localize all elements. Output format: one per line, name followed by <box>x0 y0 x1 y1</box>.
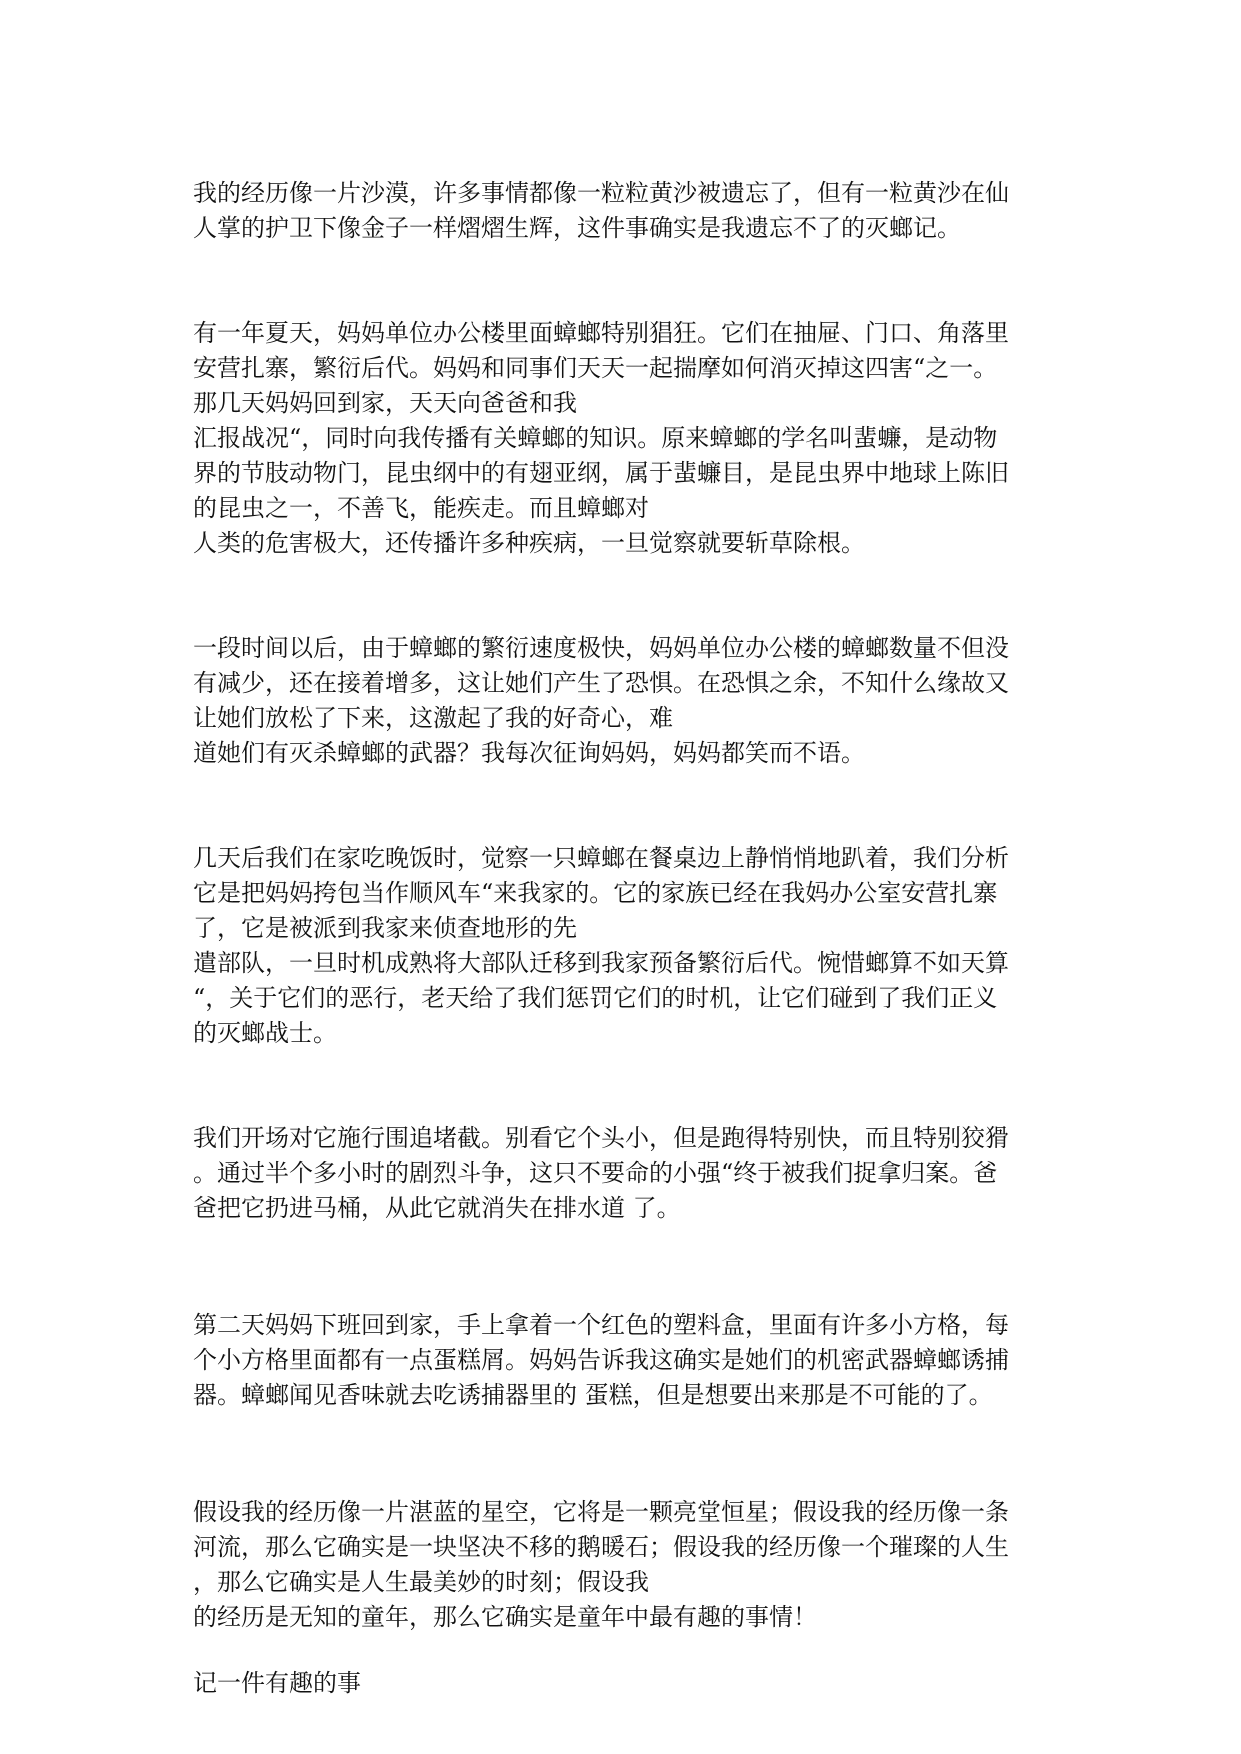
text-line: 河流，那么它确实是一块坚决不移的鹅暖石；假设我的经历像一个璀璨的人生 <box>193 1533 1009 1561</box>
text-line: 一段时间以后，由于蟑螂的繁衍速度极快，妈妈单位办公楼的蟑螂数量不但没 <box>193 634 1009 662</box>
text-line: 爸把它扔进马桶，从此它就消失在排水道 了。 <box>193 1194 681 1222</box>
text-line: 让她们放松了下来，这激起了我的好奇心，难 <box>193 704 673 732</box>
text-line: 安营扎寨，繁衍后代。妈妈和同事们天天一起揣摩如何消灭掉这四害“之一。 <box>193 354 998 382</box>
text-line: 道她们有灭杀蟑螂的武器？我每次征询妈妈，妈妈都笑而不语。 <box>193 739 865 767</box>
text-line: 界的节肢动物门，昆虫纲中的有翅亚纲，属于蜚蠊目，是昆虫界中地球上陈旧 <box>193 459 1009 487</box>
text-line: 假设我的经历像一片湛蓝的星空，它将是一颗亮堂恒星；假设我的经历像一条 <box>193 1498 1009 1526</box>
paragraph-5 <box>193 1121 1063 1226</box>
text-line: 个小方格里面都有一点蛋糕屑。妈妈告诉我这确实是她们的机密武器蟑螂诱捕 <box>193 1346 1009 1374</box>
text-line: 我的经历像一片沙漠，许多事情都像一粒粒黄沙被遗忘了，但有一粒黄沙在仙 <box>193 179 1009 207</box>
paragraph-1 <box>193 176 1063 246</box>
paragraph-7 <box>193 1495 1063 1635</box>
text-line: 的灭螂战士。 <box>193 1019 337 1047</box>
text-line: 遣部队，一旦时机成熟将大部队迁移到我家预备繁衍后代。惋惜螂算不如天算 <box>193 949 1009 977</box>
text-line: 我们开场对它施行围追堵截。别看它个头小，但是跑得特别快，而且特别狡猾 <box>193 1124 1009 1152</box>
document-body <box>193 176 1063 1701</box>
paragraph-4 <box>193 841 1063 1051</box>
text-line: 的昆虫之一，不善飞，能疾走。而且蟑螂对 <box>193 494 649 522</box>
text-line: 有减少，还在接着增多，这让她们产生了恐惧。在恐惧之余，不知什么缘故又 <box>193 669 1009 697</box>
text-line: 的经历是无知的童年，那么它确实是童年中最有趣的事情！ <box>193 1603 817 1631</box>
paragraph-2 <box>193 316 1063 561</box>
text-line: 。通过半个多小时的剧烈斗争，这只不要命的小强“终于被我们捉拿归案。爸 <box>193 1159 998 1187</box>
text-line: 了，它是被派到我家来侦查地形的先 <box>193 914 577 942</box>
paragraph-6 <box>193 1308 1063 1413</box>
text-line: 第二天妈妈下班回到家，手上拿着一个红色的塑料盒，里面有许多小方格，每 <box>193 1311 1009 1339</box>
paragraph-3 <box>193 631 1063 771</box>
text-line: 它是把妈妈挎包当作顺风车“来我家的。它的家族已经在我妈办公室安营扎寨 <box>193 879 998 907</box>
text-line: 有一年夏天，妈妈单位办公楼里面蟑螂特别猖狂。它们在抽屉、门口、角落里 <box>193 319 1009 347</box>
text-line: 几天后我们在家吃晚饭时，觉察一只蟑螂在餐桌边上静悄悄地趴着，我们分析 <box>193 844 1009 872</box>
text-line: 人类的危害极大，还传播许多种疾病，一旦觉察就要斩草除根。 <box>193 529 865 557</box>
text-line: ，那么它确实是人生最美妙的时刻；假设我 <box>193 1568 649 1596</box>
footer-title: 记一件有趣的事 <box>193 1669 361 1697</box>
text-line: 器。蟑螂闻见香味就去吃诱捕器里的 蛋糕，但是想要出来那是不可能的了。 <box>193 1381 993 1409</box>
text-line: 汇报战况“，同时向我传播有关蟑螂的知识。原来蟑螂的学名叫蜚蠊，是动物 <box>193 424 998 452</box>
text-line: 人掌的护卫下像金子一样熠熠生辉，这件事确实是我遗忘不了的灭螂记。 <box>193 214 961 242</box>
text-line: 那几天妈妈回到家，天天向爸爸和我 <box>193 389 577 417</box>
text-line: “，关于它们的恶行，老天给了我们惩罚它们的时机，让它们碰到了我们正义 <box>193 984 998 1012</box>
